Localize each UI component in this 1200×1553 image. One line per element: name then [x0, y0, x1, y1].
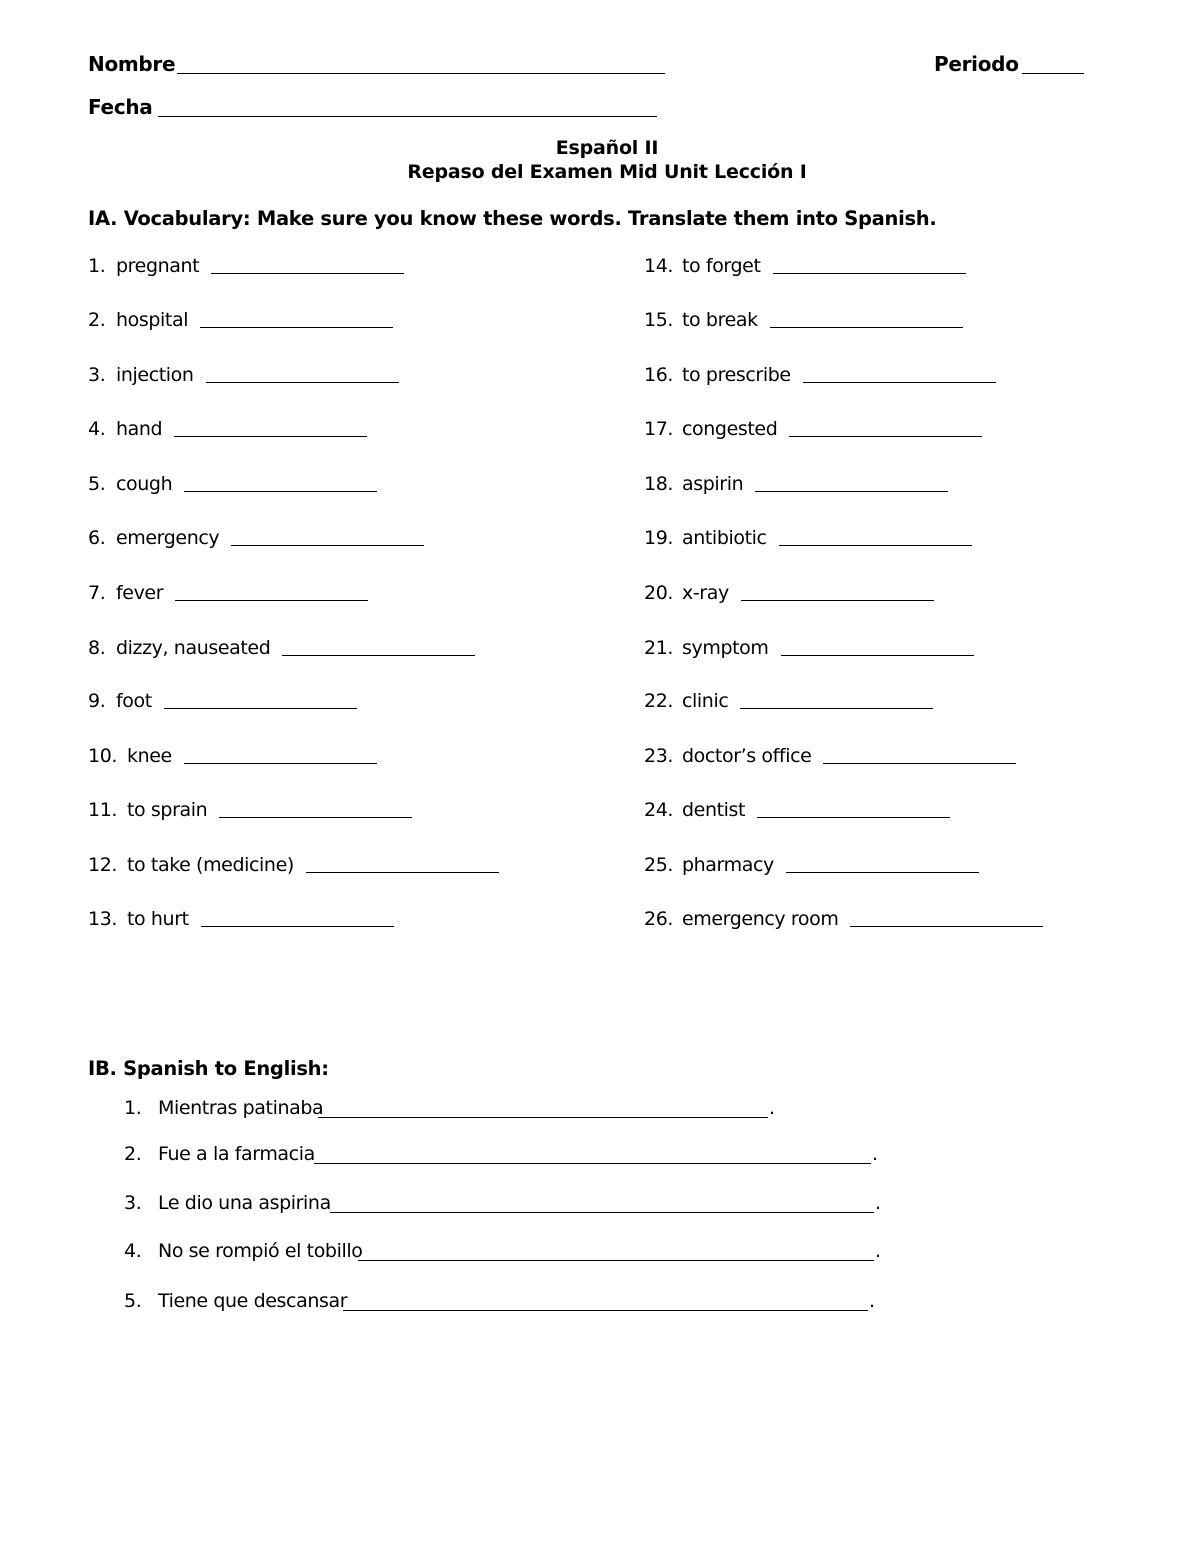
answer-blank[interactable]: [755, 490, 948, 492]
vocabulary-word: pharmacy: [682, 854, 774, 876]
item-number: 21.: [644, 637, 674, 659]
date-label: Fecha: [88, 95, 153, 119]
vocabulary-word: clinic: [682, 690, 729, 712]
answer-blank[interactable]: [786, 871, 979, 873]
vocabulary-item: [644, 908, 1043, 930]
translation-item: [0, 1240, 1200, 1270]
date-field[interactable]: [158, 116, 657, 117]
spanish-phrase: Fue a la farmacia: [158, 1143, 315, 1165]
vocabulary-word: antibiotic: [682, 527, 767, 549]
vocabulary-item: [644, 690, 933, 712]
vocabulary-word: symptom: [682, 637, 769, 659]
item-number: 14.: [644, 255, 674, 277]
translation-item: [0, 1290, 1200, 1320]
vocabulary-item: [644, 799, 950, 821]
translation-item: [0, 1143, 1200, 1173]
vocabulary-word: aspirin: [682, 473, 744, 495]
vocabulary-item: [644, 637, 974, 659]
vocabulary-item: [88, 364, 399, 386]
item-number: 10.: [88, 745, 118, 767]
section-b-heading: IB. Spanish to English:: [88, 1057, 329, 1080]
item-number: 11.: [88, 799, 118, 821]
vocabulary-item: [644, 582, 934, 604]
vocabulary-item: [88, 255, 404, 277]
answer-blank[interactable]: [757, 816, 950, 818]
sentence-period: .: [869, 1290, 875, 1312]
vocabulary-item: [644, 854, 979, 876]
answer-blank[interactable]: [184, 490, 377, 492]
answer-blank[interactable]: [823, 762, 1016, 764]
vocabulary-item: [88, 908, 394, 930]
sentence-period: .: [769, 1097, 775, 1119]
item-number: 2.: [124, 1143, 142, 1165]
vocabulary-item: [88, 527, 424, 549]
answer-blank[interactable]: [850, 925, 1043, 927]
vocabulary-word: hospital: [116, 309, 189, 331]
vocabulary-word: foot: [116, 690, 152, 712]
vocabulary-item: [88, 418, 367, 440]
translation-item: [0, 1192, 1200, 1222]
item-number: 3.: [124, 1192, 142, 1214]
vocabulary-word: to hurt: [127, 908, 189, 930]
item-number: 19.: [644, 527, 674, 549]
vocabulary-word: injection: [116, 364, 194, 386]
answer-blank[interactable]: [343, 1310, 868, 1311]
item-number: 18.: [644, 473, 674, 495]
document-title: Repaso del Examen Mid Unit Lección I: [407, 161, 807, 183]
item-number: 17.: [644, 418, 674, 440]
vocabulary-word: knee: [127, 745, 172, 767]
vocabulary-word: dentist: [682, 799, 746, 821]
vocabulary-word: fever: [116, 582, 164, 604]
sentence-period: .: [875, 1240, 881, 1262]
answer-blank[interactable]: [282, 654, 475, 656]
vocabulary-word: to sprain: [127, 799, 208, 821]
sentence-period: .: [875, 1192, 881, 1214]
section-a-heading: IA. Vocabulary: Make sure you know these words. Translate them into Spanish.: [88, 207, 937, 230]
answer-blank[interactable]: [803, 381, 996, 383]
answer-blank[interactable]: [779, 544, 972, 546]
vocabulary-item: [644, 364, 996, 386]
period-field[interactable]: [1022, 73, 1084, 74]
item-number: 5.: [124, 1290, 142, 1312]
item-number: 22.: [644, 690, 674, 712]
item-number: 13.: [88, 908, 118, 930]
item-number: 6.: [88, 527, 106, 549]
answer-blank[interactable]: [164, 707, 357, 709]
translation-item: [0, 1097, 1200, 1127]
spanish-phrase: No se rompió el tobillo: [158, 1240, 363, 1262]
answer-blank[interactable]: [330, 1212, 874, 1213]
item-number: 4.: [88, 418, 106, 440]
vocabulary-item: [88, 799, 412, 821]
vocabulary-word: to forget: [682, 255, 761, 277]
item-number: 8.: [88, 637, 106, 659]
item-number: 16.: [644, 364, 674, 386]
vocabulary-item: [88, 582, 368, 604]
answer-blank[interactable]: [231, 544, 424, 546]
vocabulary-word: doctor’s office: [682, 745, 812, 767]
vocabulary-word: to take (medicine): [127, 854, 294, 876]
item-number: 7.: [88, 582, 106, 604]
vocabulary-word: congested: [682, 418, 778, 440]
spanish-phrase: Tiene que descansar: [158, 1290, 348, 1312]
item-number: 24.: [644, 799, 674, 821]
vocabulary-word: to break: [682, 309, 758, 331]
name-field[interactable]: [177, 73, 665, 74]
answer-blank[interactable]: [206, 381, 399, 383]
vocabulary-word: hand: [116, 418, 163, 440]
vocabulary-item: [88, 637, 475, 659]
vocabulary-item: [644, 309, 963, 331]
answer-blank[interactable]: [770, 326, 963, 328]
vocabulary-item: [88, 473, 377, 495]
vocabulary-item: [88, 309, 393, 331]
vocabulary-item: [644, 745, 1016, 767]
answer-blank[interactable]: [219, 816, 412, 818]
vocabulary-item: [644, 255, 966, 277]
item-number: 3.: [88, 364, 106, 386]
sentence-period: .: [872, 1143, 878, 1165]
name-label: Nombre: [88, 52, 176, 76]
spanish-phrase: Mientras patinaba: [158, 1097, 324, 1119]
item-number: 25.: [644, 854, 674, 876]
vocabulary-item: [644, 473, 948, 495]
vocabulary-word: x-ray: [682, 582, 729, 604]
item-number: 26.: [644, 908, 674, 930]
answer-blank[interactable]: [201, 925, 394, 927]
item-number: 1.: [88, 255, 106, 277]
vocabulary-word: pregnant: [116, 255, 200, 277]
answer-blank[interactable]: [318, 1117, 768, 1118]
answer-blank[interactable]: [174, 435, 367, 437]
answer-blank[interactable]: [789, 435, 982, 437]
answer-blank[interactable]: [741, 599, 934, 601]
vocabulary-word: emergency: [116, 527, 220, 549]
item-number: 23.: [644, 745, 674, 767]
vocabulary-item: [88, 745, 377, 767]
vocabulary-word: emergency room: [682, 908, 839, 930]
vocabulary-word: cough: [116, 473, 173, 495]
answer-blank[interactable]: [200, 326, 393, 328]
item-number: 2.: [88, 309, 106, 331]
answer-blank[interactable]: [175, 599, 368, 601]
item-number: 12.: [88, 854, 118, 876]
answer-blank[interactable]: [314, 1163, 871, 1164]
item-number: 9.: [88, 690, 106, 712]
item-number: 1.: [124, 1097, 142, 1119]
vocabulary-item: [88, 690, 357, 712]
vocabulary-item: [88, 854, 499, 876]
vocabulary-word: dizzy, nauseated: [116, 637, 271, 659]
course-title: Español II: [555, 137, 659, 159]
vocabulary-item: [644, 527, 972, 549]
vocabulary-item: [644, 418, 982, 440]
answer-blank[interactable]: [184, 762, 377, 764]
answer-blank[interactable]: [773, 272, 966, 274]
answer-blank[interactable]: [358, 1260, 874, 1261]
answer-blank[interactable]: [781, 654, 974, 656]
item-number: 5.: [88, 473, 106, 495]
item-number: 15.: [644, 309, 674, 331]
item-number: 20.: [644, 582, 674, 604]
period-label: Periodo: [934, 52, 1019, 76]
item-number: 4.: [124, 1240, 142, 1262]
spanish-phrase: Le dio una aspirina: [158, 1192, 331, 1214]
answer-blank[interactable]: [740, 707, 933, 709]
answer-blank[interactable]: [211, 272, 404, 274]
vocabulary-word: to prescribe: [682, 364, 791, 386]
answer-blank[interactable]: [306, 871, 499, 873]
